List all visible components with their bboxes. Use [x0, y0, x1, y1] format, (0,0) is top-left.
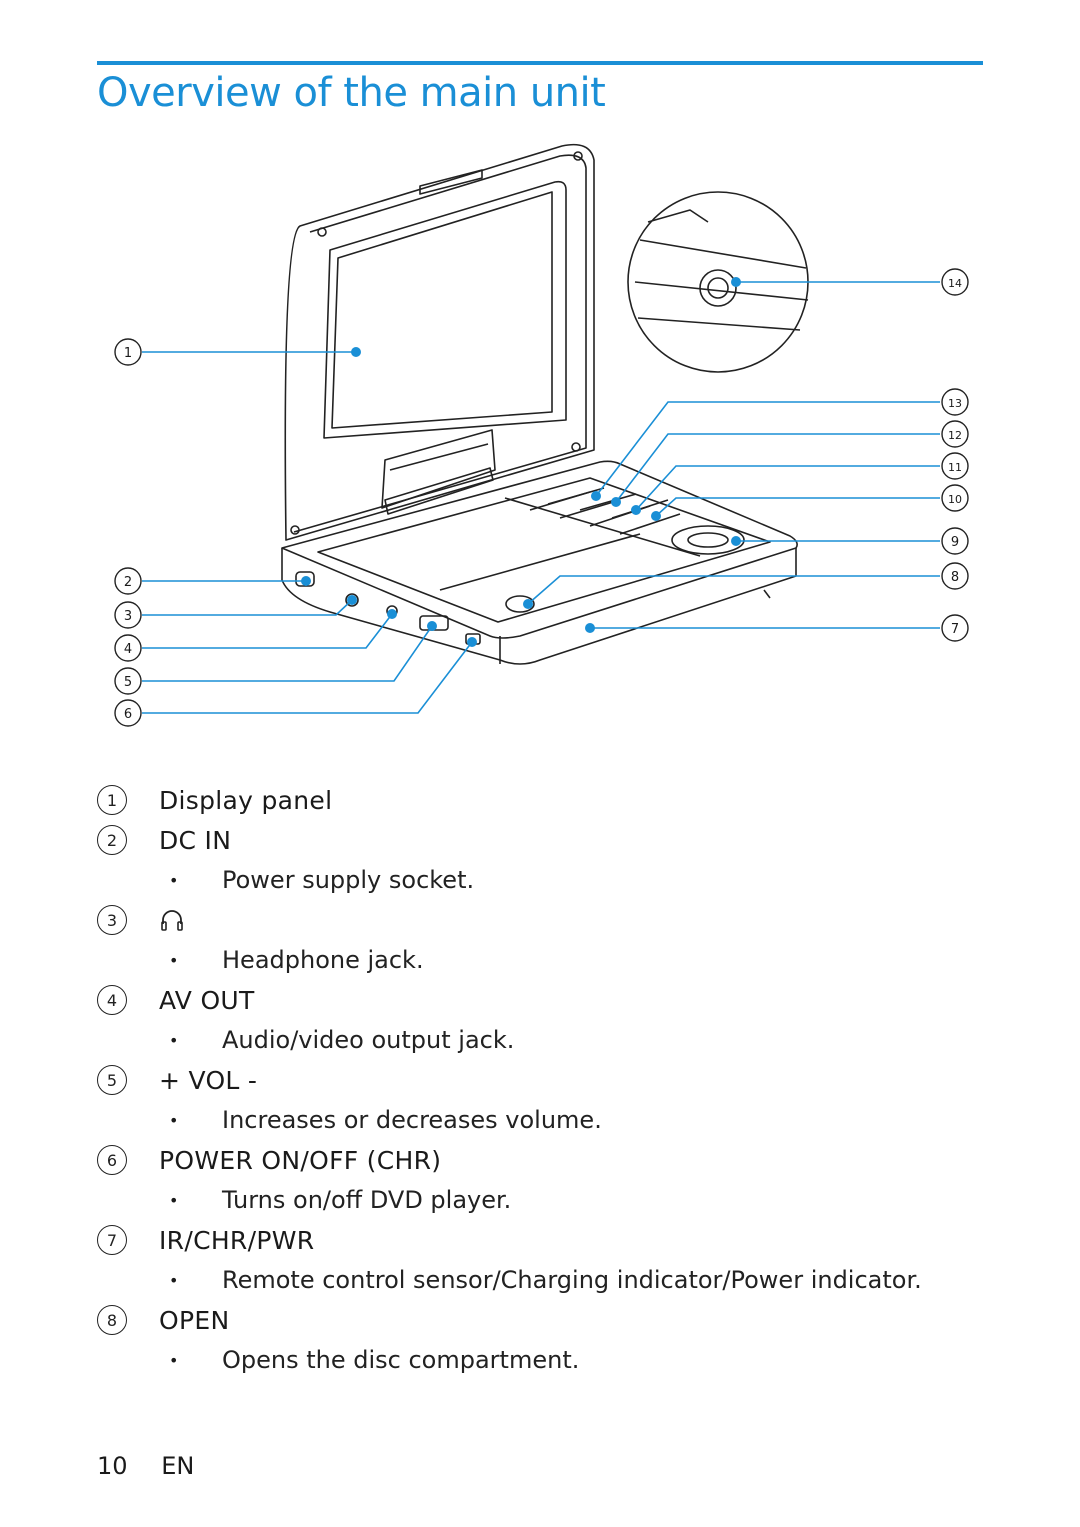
item-description: Headphone jack. — [222, 946, 424, 974]
item-number: 2 — [97, 825, 127, 855]
item-label: IR/CHR/PWR — [159, 1225, 315, 1255]
item-desc-row — [97, 1020, 997, 1060]
callout-12: 12 — [948, 429, 962, 442]
bullet: • — [169, 950, 179, 970]
item-2 — [97, 820, 997, 860]
bullet: • — [169, 1110, 179, 1130]
page-title: Overview of the main unit — [97, 70, 606, 116]
item-6 — [97, 1140, 997, 1180]
bullet: • — [169, 1350, 179, 1370]
item-8 — [97, 1300, 997, 1340]
item-desc-row — [97, 1260, 997, 1300]
callout-2: 2 — [123, 575, 133, 590]
item-number: 5 — [97, 1065, 127, 1095]
page-number: 10 — [97, 1452, 128, 1480]
headphone-icon — [159, 908, 185, 938]
callout-11: 11 — [948, 461, 962, 474]
item-5 — [97, 1060, 997, 1100]
item-desc-row — [97, 940, 997, 980]
item-desc-row — [97, 1100, 997, 1140]
language-code: EN — [161, 1452, 195, 1480]
callout-5: 5 — [123, 675, 133, 690]
item-1 — [97, 780, 997, 820]
callout-10: 10 — [948, 493, 962, 506]
item-4 — [97, 980, 997, 1020]
item-number: 8 — [97, 1305, 127, 1335]
item-list — [97, 780, 997, 1380]
item-description: Audio/video output jack. — [222, 1026, 515, 1054]
item-description: Increases or decreases volume. — [222, 1106, 602, 1134]
item-label: AV OUT — [159, 985, 255, 1015]
item-label: OPEN — [159, 1305, 230, 1335]
callout-13: 13 — [948, 397, 962, 410]
item-3 — [97, 900, 997, 940]
page-footer — [97, 1452, 220, 1480]
callout-9: 9 — [950, 535, 960, 550]
item-label: Display panel — [159, 785, 333, 815]
callout-7: 7 — [950, 622, 960, 637]
callout-1: 1 — [123, 346, 133, 361]
item-number: 6 — [97, 1145, 127, 1175]
item-number: 1 — [97, 785, 127, 815]
callout-6: 6 — [123, 707, 133, 722]
item-description: Turns on/off DVD player. — [222, 1186, 512, 1214]
item-label: DC IN — [159, 825, 232, 855]
item-description: Remote control sensor/Charging indicator/Power indicator. — [222, 1266, 922, 1294]
callout-3: 3 — [123, 609, 133, 624]
item-7 — [97, 1220, 997, 1260]
item-number: 7 — [97, 1225, 127, 1255]
callout-14: 14 — [948, 277, 962, 290]
item-label: POWER ON/OFF (CHR) — [159, 1145, 442, 1175]
item-desc-row — [97, 860, 997, 900]
callout-4: 4 — [123, 642, 133, 657]
item-description: Power supply socket. — [222, 866, 475, 894]
item-label: + VOL - — [159, 1065, 258, 1095]
bullet: • — [169, 870, 179, 890]
bullet: • — [169, 1030, 179, 1050]
item-number: 3 — [97, 905, 127, 935]
bullet: • — [169, 1190, 179, 1210]
bullet: • — [169, 1270, 179, 1290]
item-description: Opens the disc compartment. — [222, 1346, 580, 1374]
item-number: 4 — [97, 985, 127, 1015]
callout-8: 8 — [950, 570, 960, 585]
device-diagram — [0, 0, 1080, 760]
item-desc-row — [97, 1180, 997, 1220]
item-desc-row — [97, 1340, 997, 1380]
